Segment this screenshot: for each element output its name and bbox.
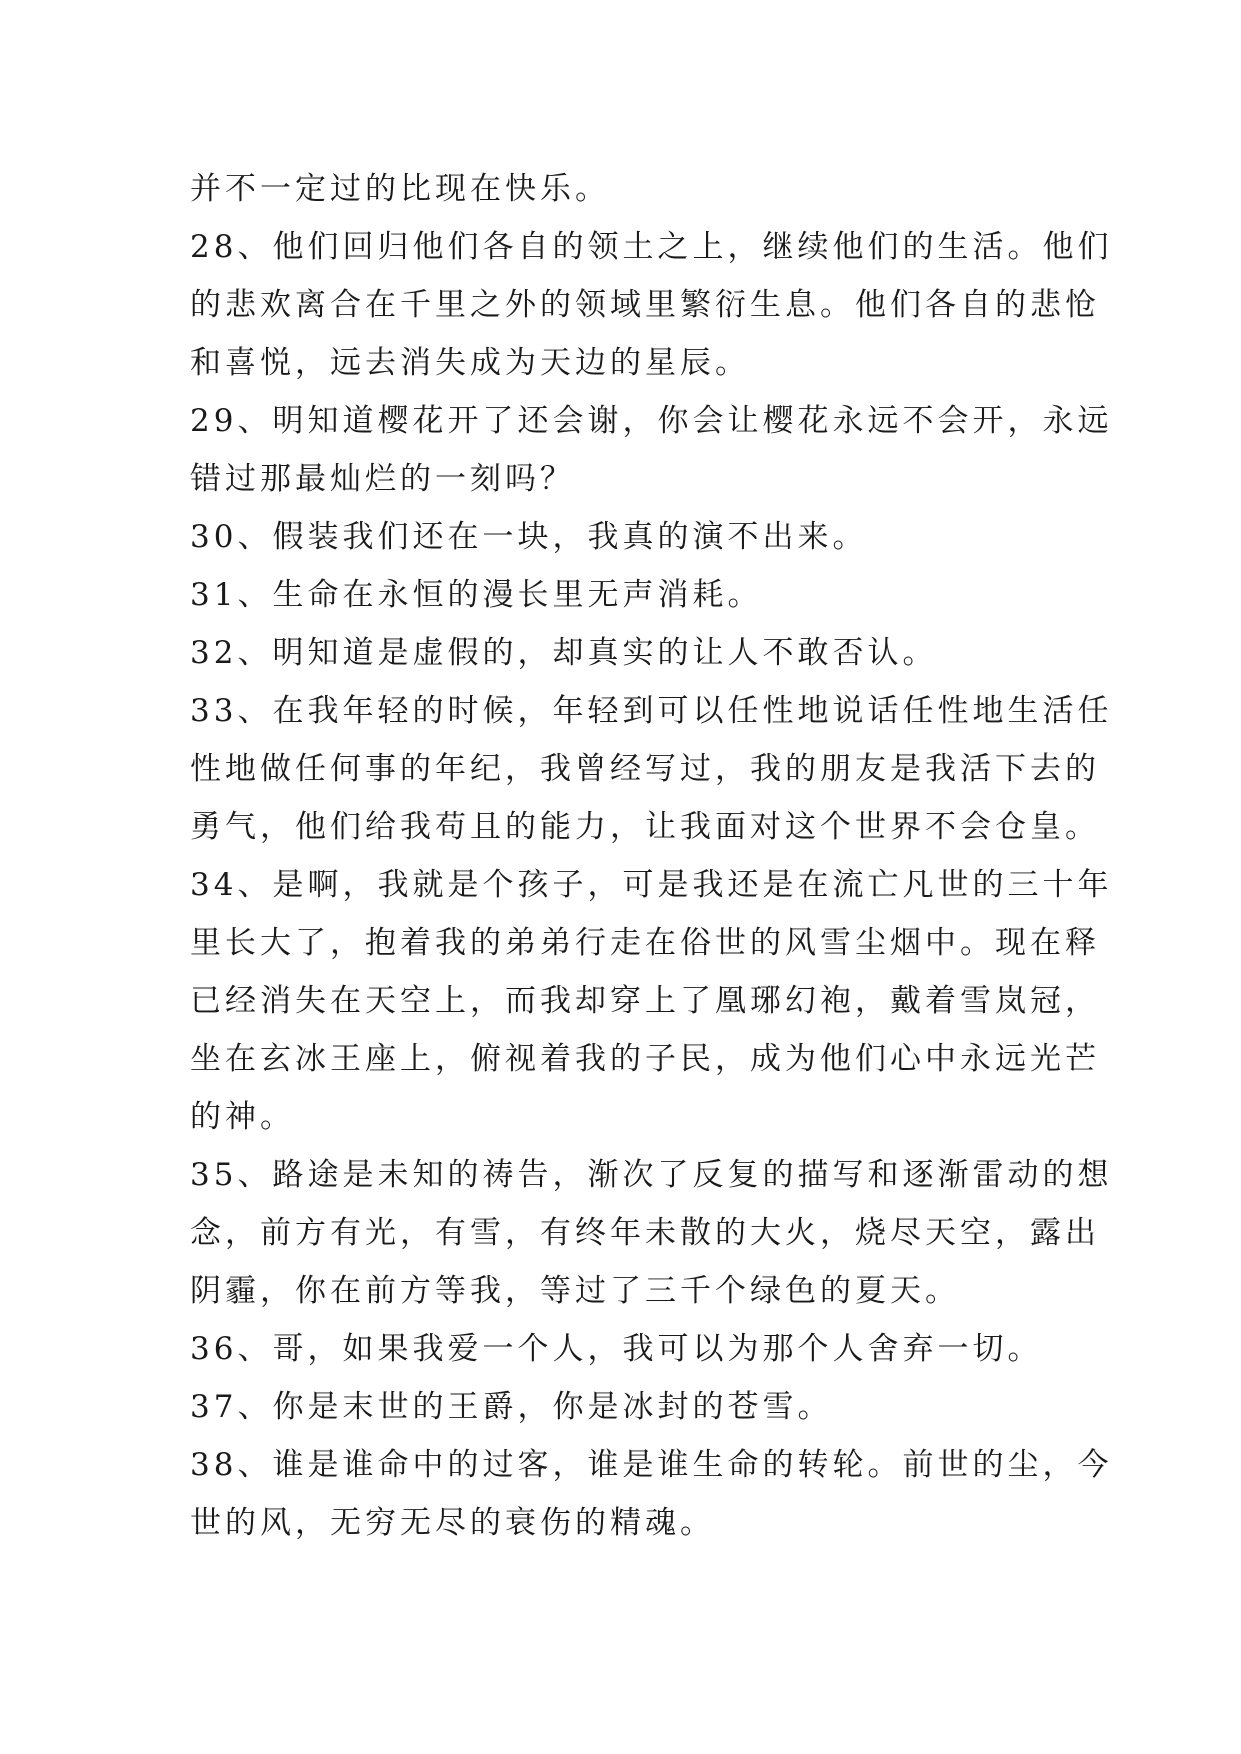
- text-line: 的悲欢离合在千里之外的领域里繁衍生息。他们各自的悲怆: [190, 287, 1100, 323]
- text-line: 34、是啊，我就是个孩子，可是我还是在流亡凡世的三十年: [190, 867, 1113, 903]
- text-line: 已经消失在天空上，而我却穿上了凰琊幻袍，戴着雪岚冠，: [190, 983, 1100, 1019]
- text-line: 坐在玄冰王座上，俯视着我的子民，成为他们心中永远光芒: [190, 1041, 1100, 1077]
- text-line: 并不一定过的比现在快乐。: [190, 171, 610, 207]
- text-line: 36、哥，如果我爱一个人，我可以为那个人舍弃一切。: [190, 1331, 1043, 1367]
- text-line: 里长大了，抱着我的弟弟行走在俗世的风雪尘烟中。现在释: [190, 925, 1100, 961]
- text-line: 错过那最灿烂的一刻吗？: [190, 461, 575, 497]
- text-line: 勇气，他们给我苟且的能力，让我面对这个世界不会仓皇。: [190, 809, 1100, 845]
- text-line: 性地做任何事的年纪，我曾经写过，我的朋友是我活下去的: [190, 751, 1100, 787]
- text-line: 32、明知道是虚假的，却真实的让人不敢否认。: [190, 635, 938, 671]
- text-line: 31、生命在永恒的漫长里无声消耗。: [190, 577, 763, 613]
- text-line: 37、你是末世的王爵，你是冰封的苍雪。: [190, 1389, 833, 1425]
- text-line: 念，前方有光，有雪，有终年未散的大火，烧尽天空，露出: [190, 1215, 1100, 1251]
- body-text: [190, 160, 1113, 1552]
- text-line: 30、假装我们还在一块，我真的演不出来。: [190, 519, 868, 555]
- text-line: 38、谁是谁命中的过客，谁是谁生命的转轮。前世的尘，今: [190, 1447, 1113, 1483]
- text-line: 28、他们回归他们各自的领土之上，继续他们的生活。他们: [190, 229, 1113, 265]
- text-line: 世的风，无穷无尽的衰伤的精魂。: [190, 1505, 715, 1541]
- text-line: 阴霾，你在前方等我，等过了三千个绿色的夏天。: [190, 1273, 960, 1309]
- text-line: 的神。: [190, 1099, 295, 1135]
- text-line: 29、明知道樱花开了还会谢，你会让樱花永远不会开，永远: [190, 403, 1113, 439]
- text-line: 33、在我年轻的时候，年轻到可以任性地说话任性地生活任: [190, 693, 1113, 729]
- text-line: 和喜悦，远去消失成为天边的星辰。: [190, 345, 750, 381]
- text-line: 35、路途是未知的祷告，渐次了反复的描写和逐渐雷动的想: [190, 1157, 1113, 1193]
